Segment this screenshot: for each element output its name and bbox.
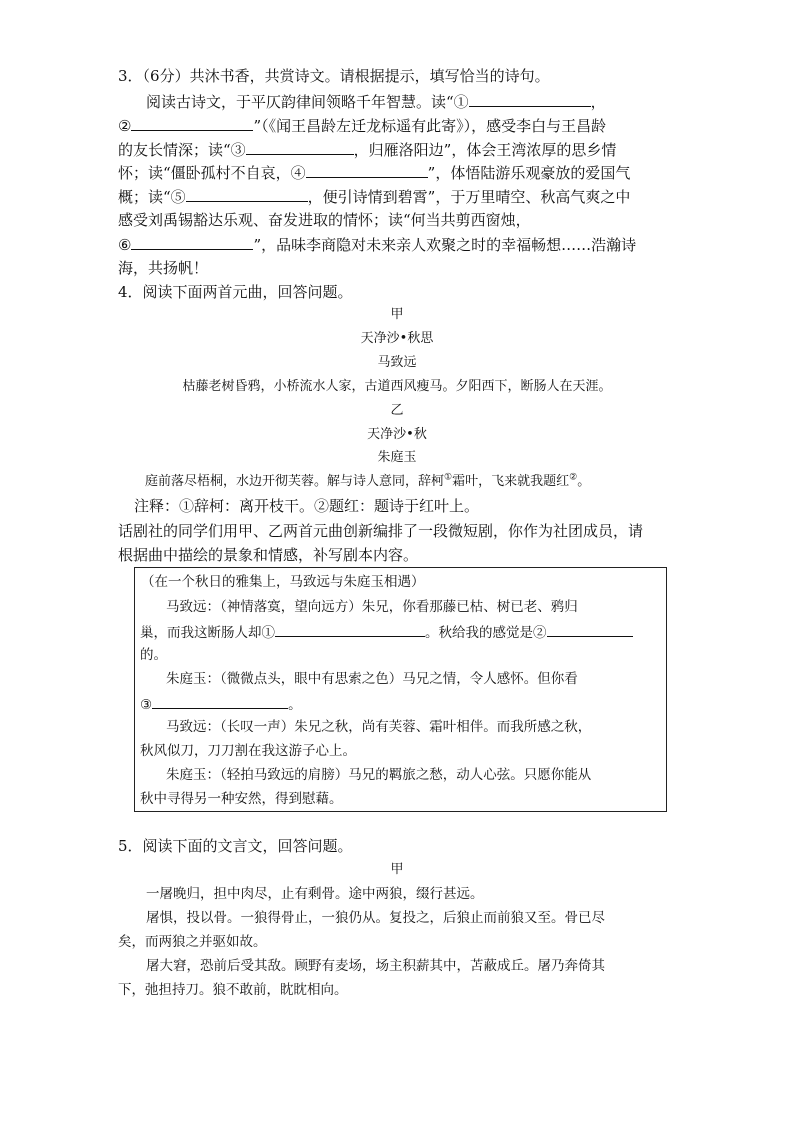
q4-heading: 4．阅读下面两首元曲，回答问题。: [118, 283, 353, 301]
poem-notes: 注释：①辞柯：离开枝干。②题红：题诗于红叶上。: [134, 497, 480, 515]
q3-line-2: 阅读古诗文，于平仄韵律间领略千年智慧。读“① ，: [146, 93, 606, 111]
script-zhu-line-2: ③ 。: [140, 693, 302, 715]
q5-heading: 5．阅读下面的文言文，回答问题。: [118, 837, 353, 855]
answer-blank-2[interactable]: [131, 115, 253, 131]
q3-line-7: 感受刘禹锡豁达乐观、奋发进取的情怀；读“何当共剪西窗烛，: [118, 211, 531, 229]
script-scene: （在一个秋日的雅集上，马致远与朱庭玉相遇）: [141, 574, 425, 590]
poem1-text: 枯藤老树昏鸦，小桥流水人家，古道西风瘦马。夕阳西下，断肠人在天涯。: [182, 379, 612, 394]
answer-blank-4[interactable]: [306, 162, 428, 178]
script-ma-line-3: 的。: [140, 647, 167, 663]
q5-label-jia: 甲: [390, 862, 404, 877]
q3-line-4: 的友长情深；读“③ ，归雁洛阳边”，体会王湾浓厚的思乡情: [118, 141, 617, 159]
answer-blank-1[interactable]: [469, 91, 591, 107]
answer-blank-3[interactable]: [246, 139, 354, 155]
q4-task-line-1: 话剧社的同学们用甲、乙两首元曲创新编排了一段微短剧，你作为社团成员，请: [118, 522, 644, 540]
footnote-marker-1: ①: [444, 472, 453, 483]
script-zhu-line-4: 秋中寻得另一种安然，得到慰藉。: [140, 791, 343, 807]
script-ma-line-1: 马致远：（神情落寞，望向远方）朱兄，你看那藤已枯、树已老、鸦归: [166, 599, 578, 615]
poem1-author: 马致远: [377, 355, 417, 370]
script-blank-2[interactable]: [547, 621, 633, 637]
q3-line-3: ② ”（《闻王昌龄左迁龙标遥有此寄》），感受李白与王昌龄: [118, 117, 607, 135]
poem2-author: 朱庭玉: [377, 450, 417, 465]
poem1-title: 天净沙•秋思: [360, 331, 434, 346]
q3-heading: 3．（6分）共沐书香，共赏诗文。请根据提示，填写恰当的诗句。: [118, 67, 550, 85]
script-zhu-line-1: 朱庭玉：（微微点头，眼中有思索之色）马兄之情，令人感怀。但你看: [166, 671, 578, 687]
script-ma-line-2: 巢，而我这断肠人却① 。秋给我的感觉是②: [140, 621, 633, 643]
q5-para-3-line-1: 屠大窘，恐前后受其敌。顾野有麦场，场主积薪其中，苫蔽成丘。屠乃奔倚其: [146, 958, 605, 974]
poem2-text: 庭前落尽梧桐，水边开彻芙蓉。解与诗人意同，辞柯①霜叶，飞来就我题红②。: [145, 472, 591, 489]
q3-line-9: 海，共扬帆！: [118, 259, 209, 277]
q5-para-2-line-2: 矣，而两狼之并驱如故。: [118, 934, 267, 950]
q3-line-6: 概；读“⑤ ，便引诗情到碧霄”，于万里晴空、秋高气爽之中: [118, 188, 631, 206]
q5-para-3-line-2: 下，弛担持刀。狼不敢前，眈眈相向。: [118, 982, 348, 998]
script-ma-line-5: 秋风似刀，刀刀割在我这游子心上。: [140, 743, 356, 759]
answer-blank-6[interactable]: [131, 234, 253, 250]
q5-para-2-line-1: 屠惧，投以骨。一狼得骨止，一狼仍从。复投之，后狼止而前狼又至。骨已尽: [146, 910, 605, 926]
q3-line-5: 怀；读“僵卧孤村不自哀，④ ”，体悟陆游乐观豪放的爱国气: [118, 164, 631, 182]
q4-task-line-2: 根据曲中描绘的景象和情感，补写剧本内容。: [118, 546, 419, 564]
label-jia: 甲: [390, 307, 404, 322]
script-blank-3[interactable]: [152, 693, 288, 709]
label-yi: 乙: [390, 403, 404, 418]
answer-blank-5[interactable]: [186, 186, 308, 202]
script-zhu-line-3: 朱庭玉：（轻拍马致远的肩膀）马兄的羁旅之愁，动人心弦。只愿你能从: [166, 767, 592, 783]
script-blank-1[interactable]: [275, 621, 425, 637]
poem2-title: 天净沙•秋: [367, 427, 427, 442]
script-ma-line-4: 马致远：（长叹一声）朱兄之秋，尚有芙蓉、霜叶相伴。而我所感之秋，: [166, 719, 592, 735]
q5-para-1: 一屠晚归，担中肉尽，止有剩骨。途中两狼，缀行甚远。: [146, 886, 484, 902]
footnote-marker-2: ②: [569, 472, 578, 483]
q3-line-8: ⑥ ”，品味李商隐对未来亲人欢聚之时的幸福畅想……浩瀚诗: [118, 236, 637, 254]
